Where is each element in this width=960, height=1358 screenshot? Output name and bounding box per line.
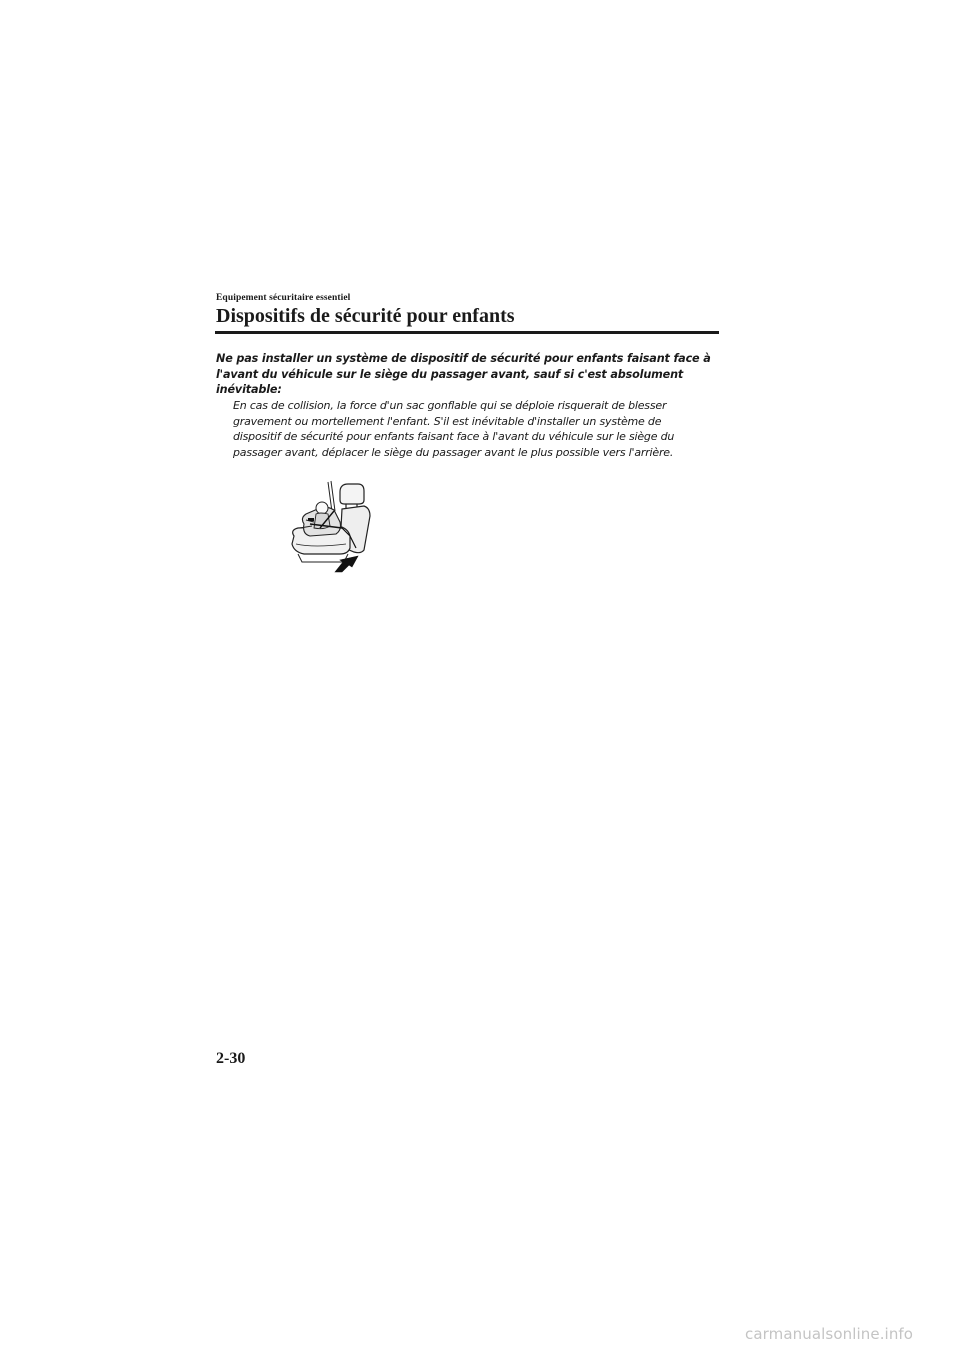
warning-body-line: passager avant, déplacer le siège du passager avant le plus possible vers l'arrière.	[233, 446, 674, 460]
warning-body-line: En cas de collision, la force d'un sac gonflable qui se déploie risquerait de blesser	[233, 398, 667, 412]
warning-body	[233, 398, 716, 461]
warning-heading-line: l'avant du véhicule sur le siège du passager avant, sauf si c'est absolument	[216, 367, 684, 381]
warning-heading	[216, 351, 716, 398]
warning-body-line: gravement ou mortellement l'enfant. S'il est inévitable d'installer un système de	[233, 414, 662, 428]
watermark: carmanualsonline.info	[745, 1325, 914, 1343]
warning-body-line: dispositif de sécurité pour enfants faisant face à l'avant du véhicule sur le siège du	[233, 430, 675, 444]
title-rule	[215, 331, 719, 334]
section-label: Equipement sécuritaire essentiel	[216, 293, 351, 303]
page-title: Dispositifs de sécurité pour enfants	[216, 305, 515, 327]
warning-block	[216, 351, 716, 461]
child-seat-front-passenger-illustration	[284, 478, 376, 570]
page-number: 2-30	[216, 1050, 246, 1067]
warning-heading-line: Ne pas installer un système de dispositif de sécurité pour enfants faisant face à	[216, 352, 711, 365]
warning-heading-line: inévitable:	[216, 383, 282, 397]
move-seat-back-arrow-icon	[334, 555, 360, 573]
